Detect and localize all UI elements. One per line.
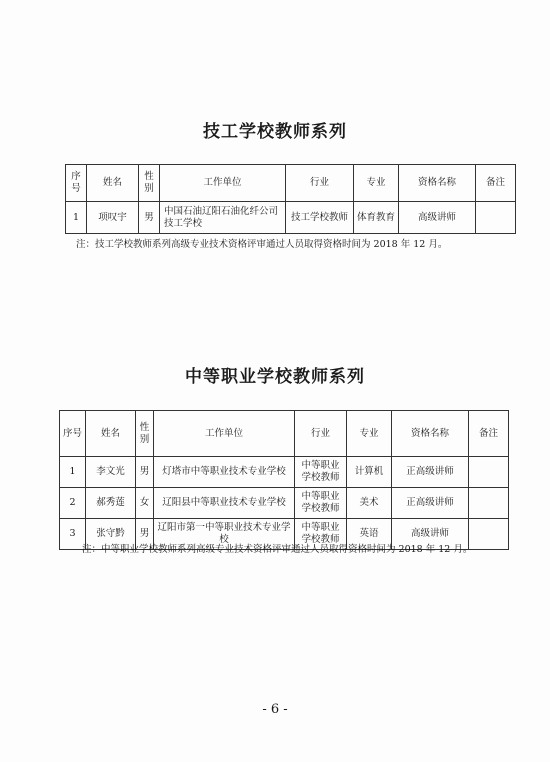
cell-industry: 技工学校教师: [286, 202, 354, 234]
technical-school-teacher-table: [65, 164, 516, 234]
cell-gender: 女: [136, 488, 154, 519]
cell-major: 美术: [347, 488, 392, 519]
cell-name: 李文光: [86, 457, 136, 488]
header-workplace: 工作单位: [160, 165, 286, 202]
technical-school-note: 注：技工学校教师系列高级专业技术资格评审通过人员取得资格时间为 2018 年 12 月。: [76, 239, 448, 250]
section-title-vocational-school: 中等职业学校教师系列: [185, 367, 365, 387]
header-index: 序号: [60, 411, 86, 457]
cell-index: 2: [60, 488, 86, 519]
table-row: [66, 202, 516, 234]
cell-industry: 中等职业学校教师: [295, 519, 347, 550]
header-industry: 行业: [295, 411, 347, 457]
cell-qualification: 正高级讲师: [392, 488, 469, 519]
cell-name: 项叹宇: [87, 202, 139, 234]
cell-index: 3: [60, 519, 86, 550]
cell-qualification: 正高级讲师: [392, 457, 469, 488]
vocational-school-note: 注：中等职业学校教师系列高级专业技术资格评审通过人员取得资格时间为 2018 年 12 月。: [82, 544, 473, 555]
header-major: 专业: [354, 165, 399, 202]
cell-major: 计算机: [347, 457, 392, 488]
cell-remarks: [469, 457, 509, 488]
header-remarks: 备注: [469, 411, 509, 457]
cell-remarks: [476, 202, 516, 234]
cell-remarks: [469, 519, 509, 550]
header-workplace: 工作单位: [154, 411, 295, 457]
cell-remarks: [469, 488, 509, 519]
header-gender: 性别: [139, 165, 160, 202]
header-name: 姓名: [86, 411, 136, 457]
header-name: 姓名: [87, 165, 139, 202]
section-title-technical-school: 技工学校教师系列: [203, 122, 347, 142]
table-header-row: [60, 411, 509, 457]
cell-gender: 男: [136, 519, 154, 550]
cell-gender: 男: [139, 202, 160, 234]
cell-industry: 中等职业学校教师: [295, 488, 347, 519]
cell-major: 英语: [347, 519, 392, 550]
header-gender: 性别: [136, 411, 154, 457]
cell-index: 1: [66, 202, 87, 234]
cell-gender: 男: [136, 457, 154, 488]
table-row: [60, 488, 509, 519]
header-qualification: 资格名称: [399, 165, 476, 202]
header-qualification: 资格名称: [392, 411, 469, 457]
vocational-school-teacher-table: [59, 410, 509, 550]
header-major: 专业: [347, 411, 392, 457]
cell-name: 郝秀莲: [86, 488, 136, 519]
cell-index: 1: [60, 457, 86, 488]
cell-workplace: 辽阳县中等职业技术专业学校: [154, 488, 295, 519]
cell-workplace: 灯塔市中等职业技术专业学校: [154, 457, 295, 488]
cell-name: 张守黔: [86, 519, 136, 550]
cell-major: 体育教育: [354, 202, 399, 234]
cell-qualification: 高级讲师: [392, 519, 469, 550]
cell-qualification: 高级讲师: [399, 202, 476, 234]
cell-industry: 中等职业学校教师: [295, 457, 347, 488]
table-header-row: [66, 165, 516, 202]
page-number: - 6 -: [262, 702, 288, 717]
header-remarks: 备注: [476, 165, 516, 202]
header-index: 序号: [66, 165, 87, 202]
table-row: [60, 457, 509, 488]
cell-workplace: 中国石油辽阳石油化纤公司技工学校: [160, 202, 286, 234]
header-industry: 行业: [286, 165, 354, 202]
cell-workplace: 辽阳市第一中等职业技术专业学校: [154, 519, 295, 550]
